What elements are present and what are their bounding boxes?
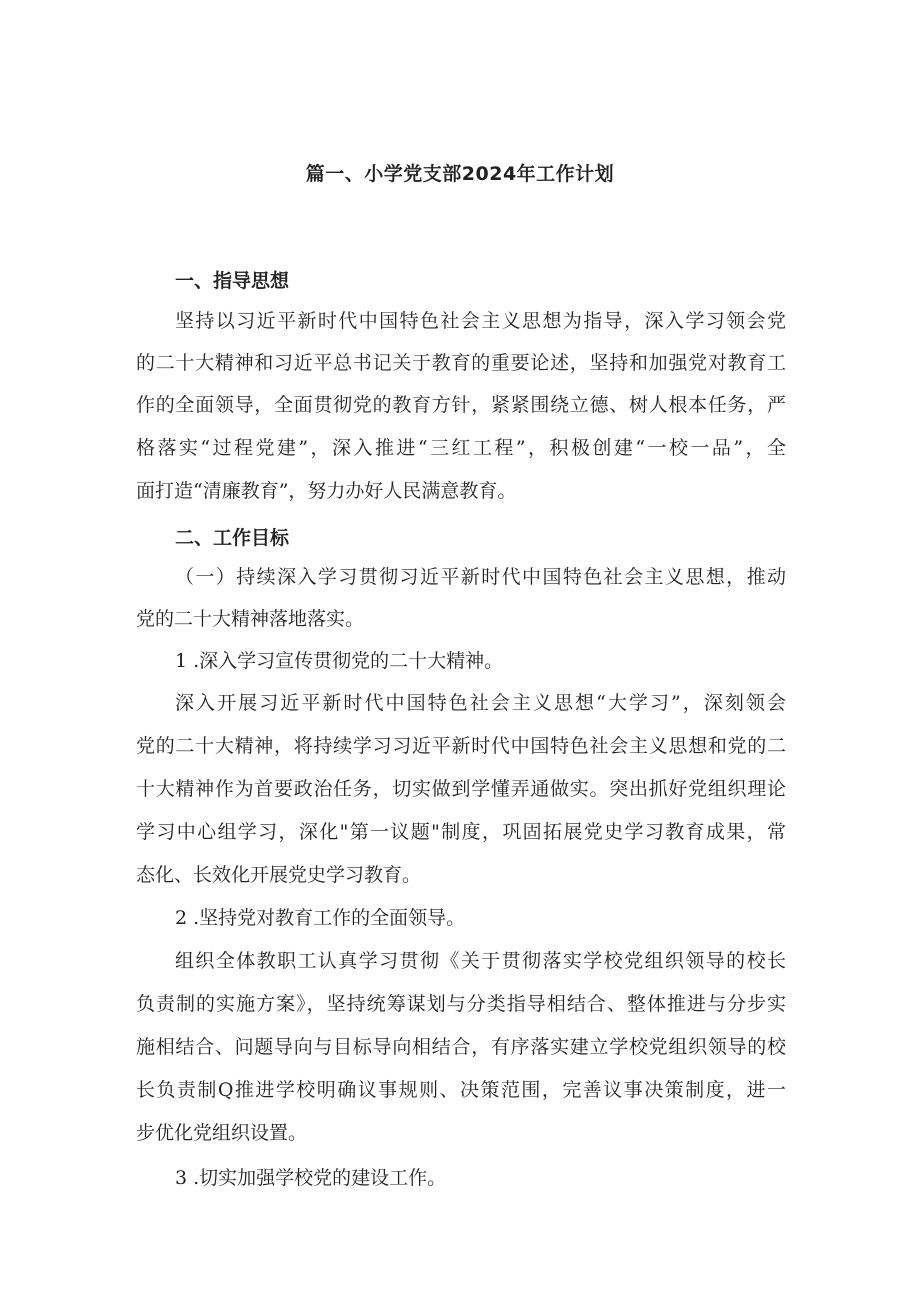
paragraph-line: 负责制的实施方案》，坚持统筹谋划与分类指导相结合、整体推进与分步实 [136,993,786,1015]
paragraph-line: 组织全体教职工认真学习贯彻《关于贯彻落实学校党组织领导的校长 [175,950,786,972]
subheading-line: 3 .切实加强学校党的建设工作。 [175,1167,447,1189]
paragraph-line: 深入开展习近平新时代中国特色社会主义思想“大学习”，深刻领会 [175,692,786,714]
subheading-line: 2 .坚持党对教育工作的全面领导。 [175,907,466,929]
paragraph-line: 党的二十大精神，将持续学习习近平新时代中国特色社会主义思想和党的二 [136,735,786,757]
paragraph-line: 面打造“清廉教育”，努力办好人民满意教育。 [136,480,517,502]
paragraph-line: 步优化党组织设置。 [136,1122,308,1144]
paragraph-line: 的二十大精神和习近平总书记关于教育的重要论述，坚持和加强党对教育工 [136,352,786,374]
section-heading-guiding-ideology: 一、指导思想 [175,270,290,292]
paragraph-line: 态化、长效化开展党史学习教育。 [136,864,422,886]
paragraph-line: 坚持以习近平新时代中国特色社会主义思想为指导，深入学习领会党 [175,310,786,332]
paragraph-line: 党的二十大精神落地落实。 [136,608,365,630]
paragraph-line: 施相结合、问题导向与目标导向相结合，有序落实建立学校党组织领导的校 [136,1036,786,1058]
paragraph-line: 格落实“过程党建”，深入推进“三红工程”，积极创建“一校一品”，全 [136,437,786,459]
paragraph-line: 十大精神作为首要政治任务，切实做到学懂弄通做实。突出抓好党组织理论 [136,778,786,800]
paragraph-line: 作的全面领导，全面贯彻党的教育方针，紧紧围绕立德、树人根本任务，严 [136,394,786,416]
paragraph-line: （一）持续深入学习贯彻习近平新时代中国特色社会主义思想，推动 [175,566,786,588]
document-title: 篇一、小学党支部2024年工作计划 [305,163,615,185]
paragraph-line: 学习中心组学习，深化"第一议题"制度，巩固拓展党史学习教育成果，常 [136,821,786,843]
paragraph-line: 长负责制Q推进学校明确议事规则、决策范围，完善议事决策制度，进一 [136,1079,786,1101]
section-heading-work-goals: 二、工作目标 [175,527,290,549]
subheading-line: 1 .深入学习宣传贯彻党的二十大精神。 [175,650,504,672]
